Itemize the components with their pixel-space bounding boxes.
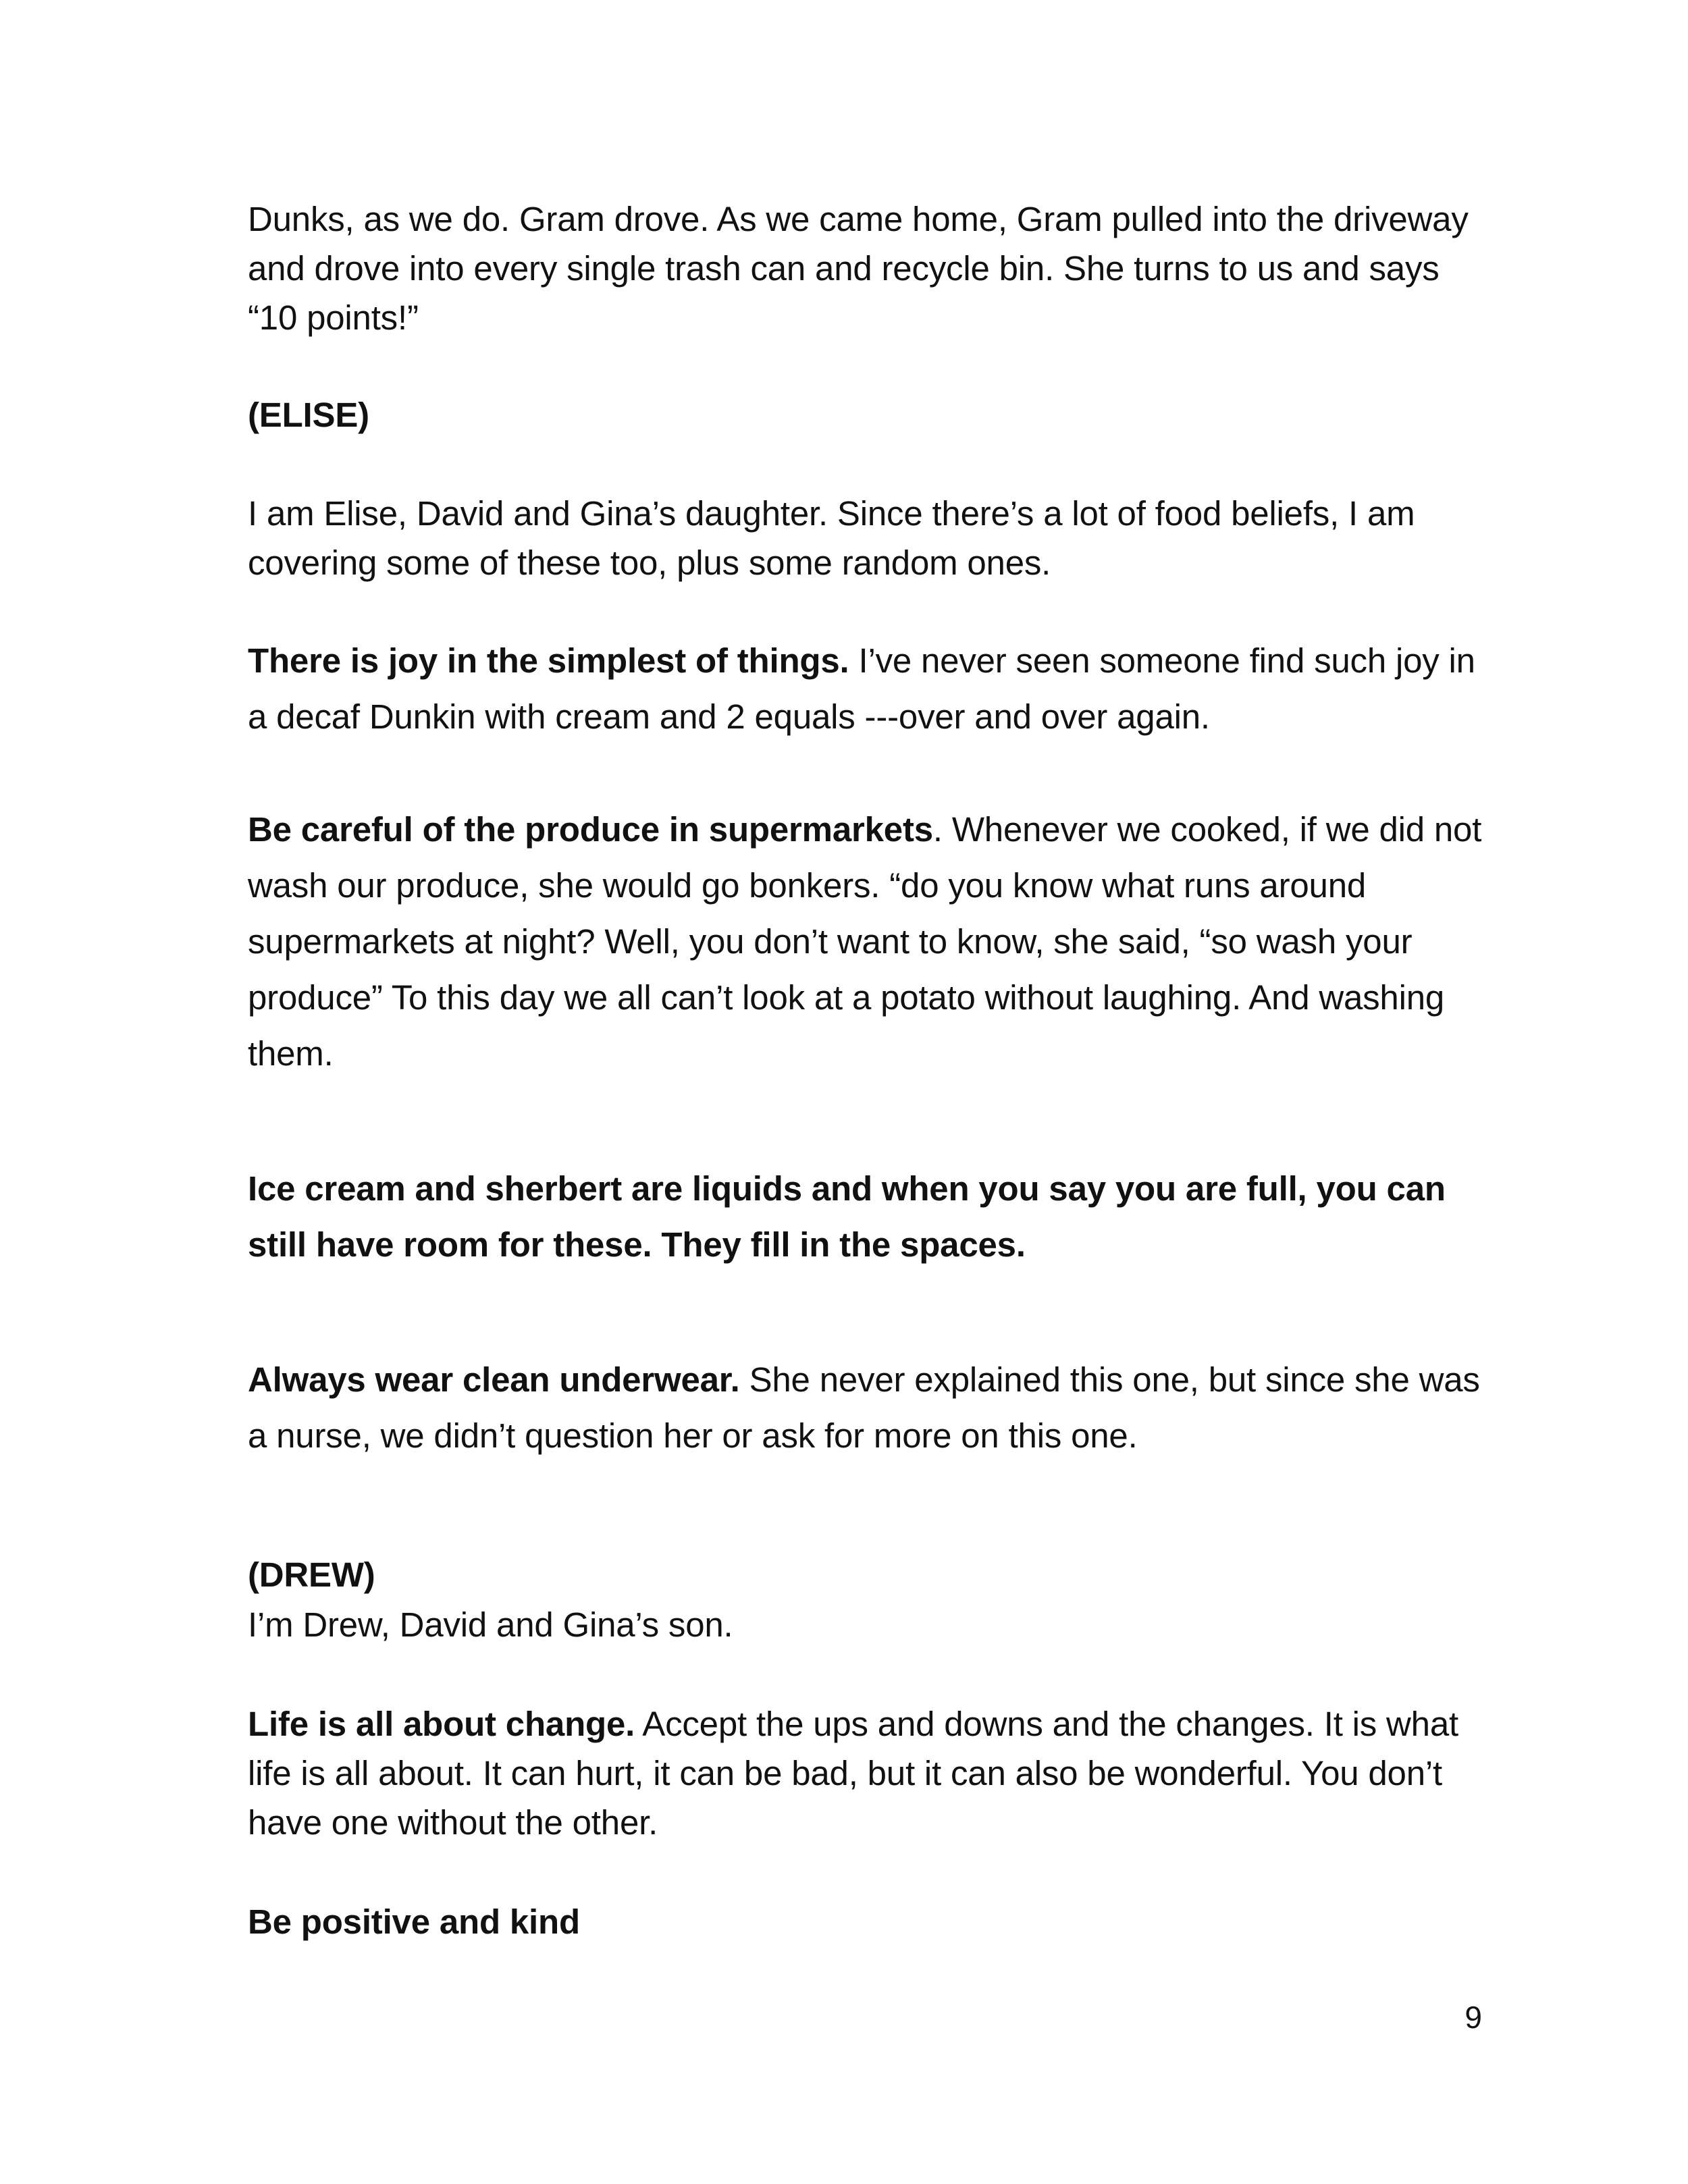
produce-bold: Be careful of the produce in supermarkets	[248, 810, 933, 849]
underwear-bold: Always wear clean underwear.	[248, 1360, 740, 1399]
paragraph-icecream	[248, 1161, 1490, 1273]
produce-text: . Whenever we cooked, if we did not wash our produce, she would go bonkers. “do you know what runs around supermarkets at night? Well, you don’t want to know, she said, “so wash your produce” To this day we all can’t look at a potato without laughing. And washing them.	[248, 810, 1482, 1073]
joy-text: I’ve never seen someone find such joy in a decaf Dunkin with cream and 2 equals ---over and over again.	[248, 641, 1475, 736]
paragraph-joy	[248, 633, 1490, 745]
paragraph-positive	[248, 1897, 1490, 1946]
paragraph-dunks: Dunks, as we do. Gram drove. As we came home, Gram pulled into the driveway and drove into every single trash can and recycle bin. She turns to us and says “10 points!”	[248, 200, 1469, 337]
page-number: 9	[1465, 2000, 1482, 2035]
icecream-bold: Ice cream and sherbert are liquids and when you say you are full, you can still have room for these. They fill in the spaces.	[248, 1169, 1446, 1264]
heading-drew	[248, 1550, 1490, 1599]
heading-elise-text: (ELISE)	[248, 396, 369, 434]
change-bold: Life is all about change.	[248, 1705, 635, 1743]
heading-elise	[248, 390, 1490, 440]
heading-drew-text: (DREW)	[248, 1555, 375, 1594]
joy-bold: There is joy in the simplest of things.	[248, 641, 849, 680]
positive-bold: Be positive and kind	[248, 1902, 580, 1941]
change-text: Accept the ups and downs and the changes. It is what life is all about. It can hurt, it can be bad, but it can also be wonderful. You don’t have one without the other.	[248, 1705, 1458, 1842]
paragraph-produce	[248, 801, 1490, 1082]
underwear-text: She never explained this one, but since she was a nurse, we didn’t question her or ask for more on this one.	[248, 1360, 1480, 1455]
paragraph-underwear	[248, 1352, 1490, 1464]
paragraph-change	[248, 1699, 1490, 1847]
paragraph-elise-intro: I am Elise, David and Gina’s daughter. Since there’s a lot of food beliefs, I am covering some of these too, plus some random ones.	[248, 494, 1415, 582]
paragraph-drew-intro: I’m Drew, David and Gina’s son.	[248, 1605, 733, 1644]
